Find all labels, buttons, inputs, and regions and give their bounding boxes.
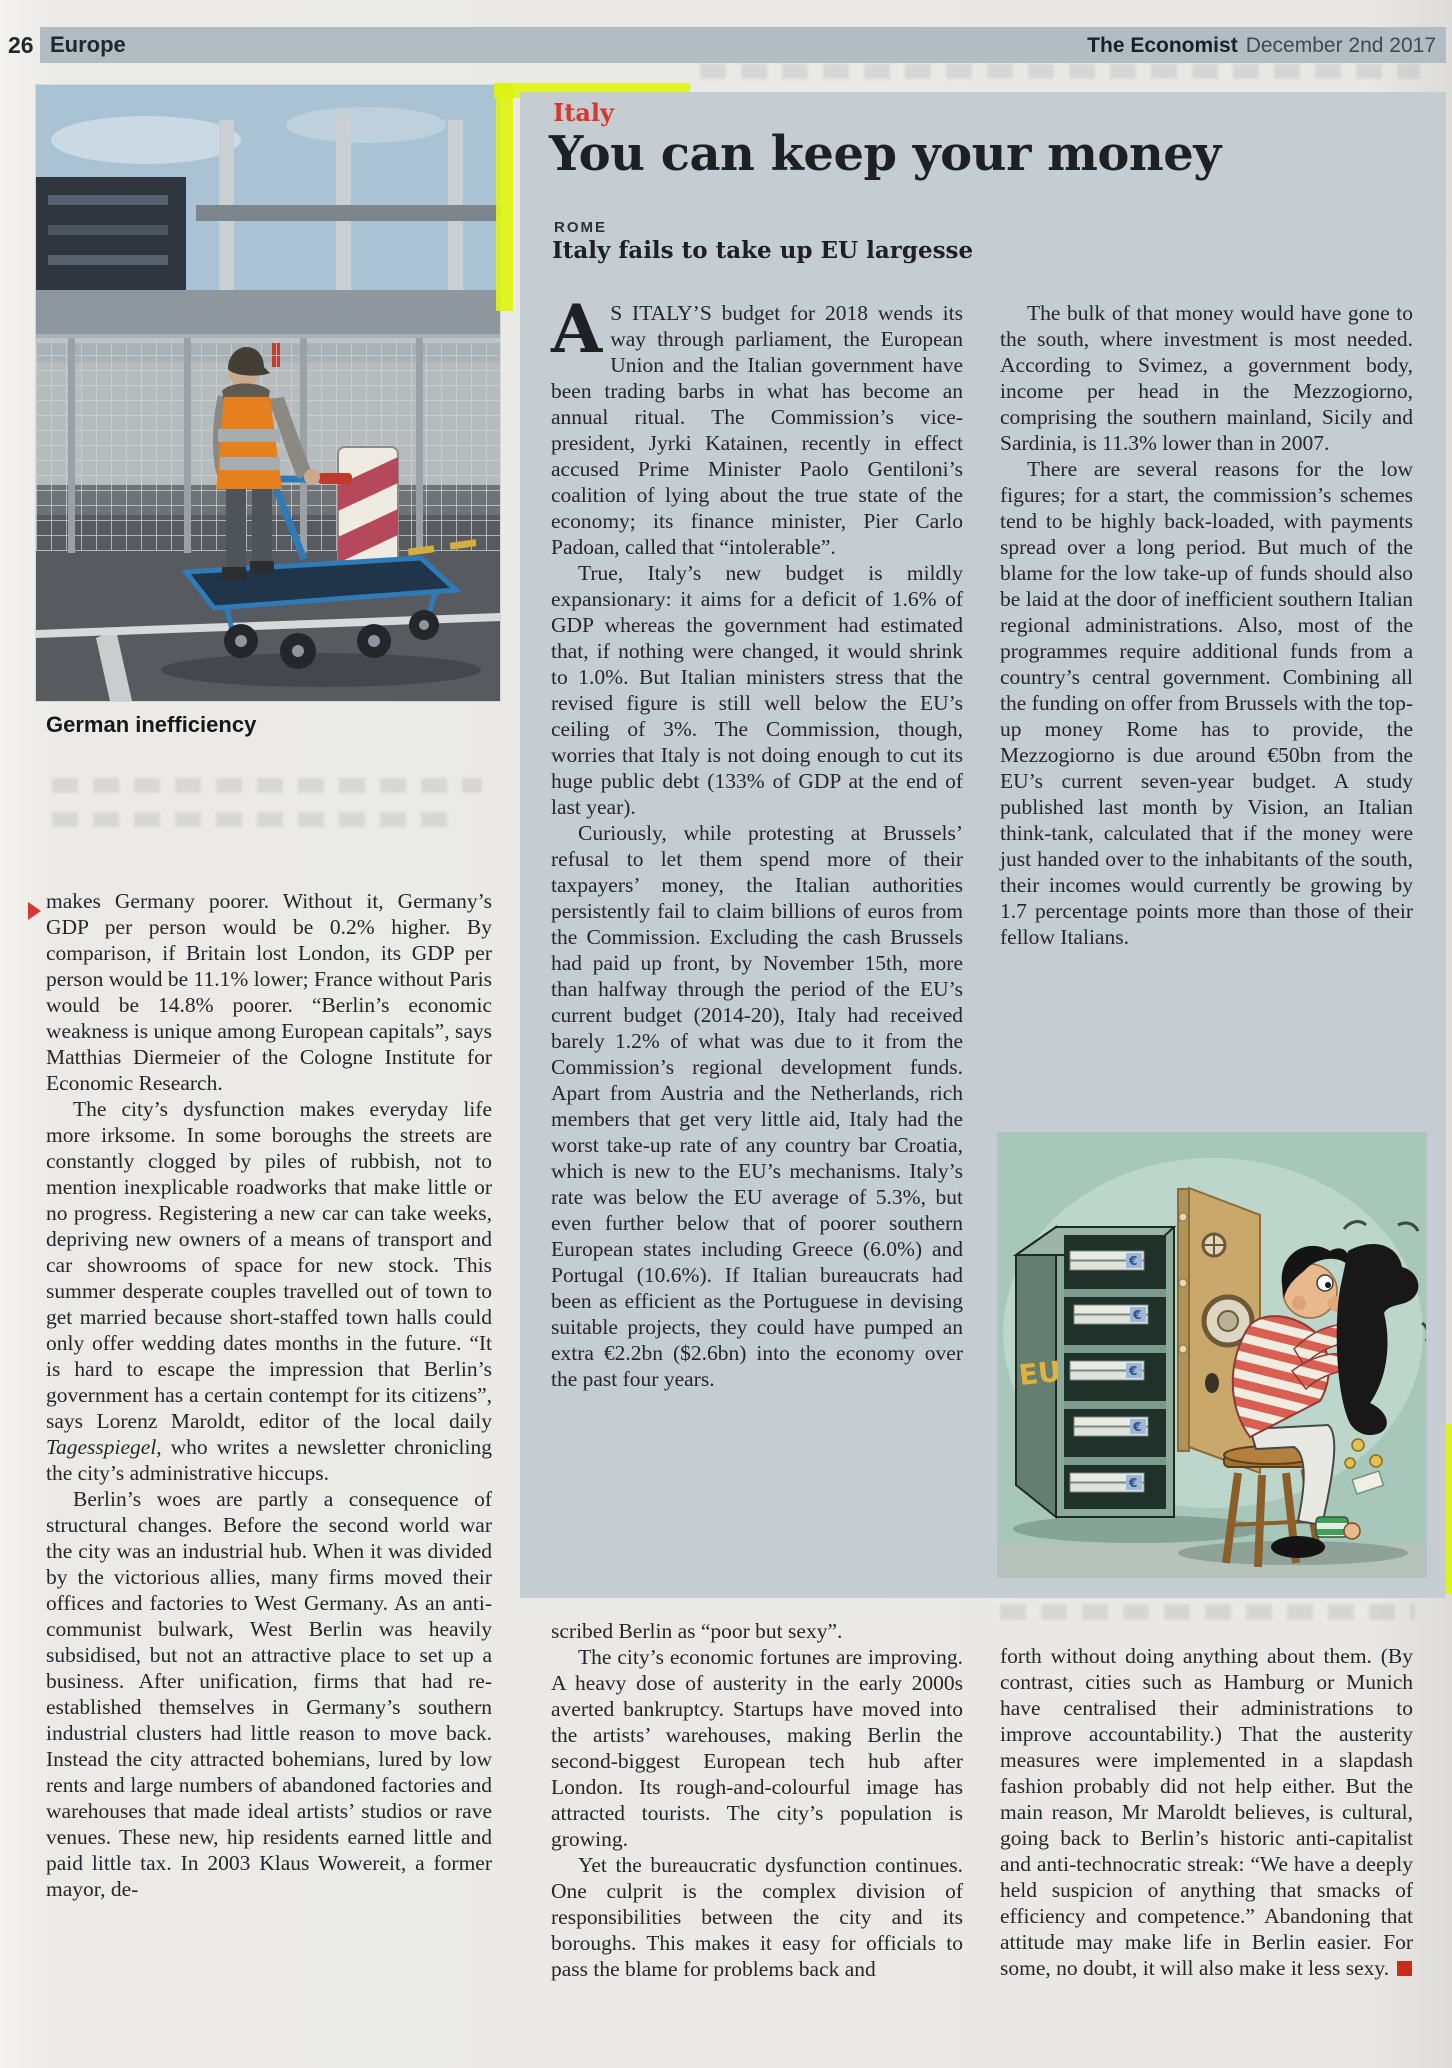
masthead: The Economist	[1087, 33, 1238, 57]
paragraph: Yet the bureaucratic dysfunction continues. One culprit is the complex division of responsibilities between the city and its boroughs. This makes it easy for officials to pass the blame for problems back and	[551, 1853, 963, 1981]
continuation-arrow-icon	[28, 902, 41, 920]
bleedthrough-artifact	[52, 778, 482, 793]
italy-column-2	[1000, 300, 1413, 1135]
article-dateline: ROME	[554, 219, 607, 236]
berlin-column-left	[46, 888, 492, 2018]
section-title: Europe	[50, 32, 126, 57]
bleedthrough-artifact	[1000, 1604, 1415, 1620]
paragraph: makes Germany poorer. Without it, Germany’s GDP per person would be 0.2% higher. By comparison, if Britain lost London, its GDP per person would be 11.1% lower; France without Paris would be 14.8% poorer. “Berlin’s economic weakness is unique among European capitals”, says Matthias Diermeier of the Cologne Institute for Economic Research.	[46, 889, 492, 1095]
euro-symbol: €	[1133, 1308, 1142, 1322]
italy-column-1	[551, 290, 963, 1590]
article-end-marker	[1397, 1961, 1412, 1976]
photo-caption: German inefficiency	[46, 712, 257, 737]
paragraph: The city’s dysfunction makes everyday life more irksome. In some boroughs the streets are constantly clogged by piles of rubbish, not to mention inexplicable roadworks that make little or no progress. Registering a new car can take weeks, depriving new owners of a means of transport and car showrooms of space for new stock. This summer desperate couples travelled out of town to get married because short-staffed town halls could only offer wedding dates months in the future. “It is hard to escape the impression that Berlin’s government has a certain contempt for its citizens”, says Lorenz Maroldt, editor of the local daily Tagesspiegel, who writes a newsletter chronicling the city’s administrative hiccups.	[46, 1097, 492, 1485]
bleedthrough-artifact	[700, 64, 1420, 79]
euro-symbol: €	[1133, 1420, 1142, 1434]
paragraph: There are several reasons for the low figures; for a start, the commission’s schemes tend to be highly back-loaded, with payments spread over a long period. But much of the blame for the low take-up of funds should also be laid at the door of inefficient southern Italian regional administrations. Also, most of the programmes require additional funds from a country’s central government. Combining all the funding on offer from Brussels with the top-up money Rome has to provide, the Mezzogiorno is due around €50bn from the EU’s current seven-year budget. A study published last month by Vision, an Italian think-tank, calculated that if the money were just handed over to the inhabitants of the south, their incomes would currently be growing by 1.7 percentage points more than those of their fellow Italians.	[1000, 457, 1413, 949]
paragraph: scribed Berlin as “poor but sexy”.	[551, 1619, 843, 1643]
euro-symbol: €	[1129, 1476, 1138, 1490]
paragraph: The city’s economic fortunes are improving. A heavy dose of austerity in the early 2000s averted bankruptcy. Startups have moved into the artists’ warehouses, making Berlin the second-biggest European tech hub after London. Its rough-and-colourful image has attracted tourists. The city’s population is growing.	[551, 1645, 963, 1851]
euro-symbol: €	[1129, 1254, 1138, 1268]
article-headline: You can keep your money	[549, 126, 1221, 182]
article-rubric: Italy	[553, 98, 614, 127]
highlighter-mark-left	[496, 83, 513, 311]
paragraph: forth without doing anything about them. (By contrast, cities such as Hamburg or Munich have centralised their administrations to improve accountability.) That the austerity measures were implemented in a slapdash fashion probably did not help either. But the main reason, Mr Maroldt believes, is cultural, going back to Berlin’s historic anti-capitalist and anti-technocratic streak: “We have a deeply held suspicion of anything that smacks of efficiency and competence.” Abandoning that attitude may make life in Berlin easier. For some, no doubt, it will also make it less sexy.	[1000, 1644, 1413, 1980]
cartoon-italy-eu-safe	[998, 1133, 1426, 1577]
paragraph: True, Italy’s new budget is mildly expansionary: it aims for a deficit of 1.6% of GDP whereas the government had estimated that, if nothing were changed, it would shrink to 1.0%. But Italian ministers stress that the revised figure is still well below the EU’s ceiling of 3%. The Commission, though, worries that Italy is not doing enough to cut its huge public debt (133% of GDP at the end of last year).	[551, 561, 963, 819]
page-header-bar	[40, 27, 1446, 63]
safe-label: EU	[1017, 1354, 1063, 1392]
issue-date: December 2nd 2017	[1245, 33, 1436, 57]
paragraph: Curiously, while protesting at Brussels’ refusal to let them spend more of their taxpayers’ money, the Italian authorities persistently fail to claim billions of euros from the Commission. Excluding the cash Brussels had paid up front, by November 15th, more than halfway through the period of the EU’s current budget (2014-20), Italy had received barely 1.2% of what was due to it from the Commission’s regional development funds. Apart from Austria and the Netherlands, rich members that get very little aid, Italy had the worst take-up rate of any country bar Croatia, which is new to the EU’s mechanisms. Italy’s rate was below the EU average of 5.3%, but even further below that of poorer southern European states including Greece (6.0%) and Portugal (10.6%). If Italian bureaucrats had been as efficient as the Portuguese in devising suitable projects, they could have pumped an extra €2.2bn ($2.6bn) into the economy over the past four years.	[551, 821, 963, 1391]
euro-symbol: €	[1129, 1364, 1138, 1378]
article-standfirst: Italy fails to take up EU largesse	[552, 237, 974, 264]
bleedthrough-artifact	[52, 812, 452, 827]
berlin-column-middle	[551, 1618, 963, 2068]
paragraph: The bulk of that money would have gone to the south, where investment is most needed. According to Svimez, a government body, income per head in the Mezzogiorno, comprising the southern mainland, Sicily and Sardinia, is 11.3% lower than in 2007.	[1000, 301, 1413, 455]
page-number: 26	[8, 32, 34, 58]
berlin-column-right	[1000, 1643, 1413, 2063]
drop-cap: A	[551, 290, 603, 368]
publication-name: Tagesspiegel	[46, 1435, 157, 1459]
masthead-date	[1087, 35, 1436, 56]
paragraph: A S ITALY’S budget for 2018 wends its way through parliament, the European Union and the Italian government have been trading barbs in what has become an annual ritual. The Commission’s vice-president, Jyrki Katainen, recently in effect accused Prime Minister Paolo Gentiloni’s coalition of lying about the true state of the economy; its finance minister, Pier Carlo Padoan, called that “intolerable”.	[551, 290, 963, 559]
news-photo-worker-cart	[36, 85, 500, 701]
paragraph: Berlin’s woes are partly a consequence of structural changes. Before the second world war the city was an industrial hub. When it was divided by the victorious allies, many firms moved their offices and factories to West Germany. As an anti-communist bulwark, West Berlin was heavily subsidised, but not an attractive place to set up a business. After unification, firms that had re-established themselves in Germany’s southern industrial clusters had little reason to move back. Instead the city attracted bohemians, lured by low rents and large numbers of abandoned factories and warehouses that made ideal artists’ studios or rave venues. These new, hip residents earned little and paid little tax. In 2003 Klaus Wowereit, a former mayor, de-	[46, 1487, 492, 1901]
